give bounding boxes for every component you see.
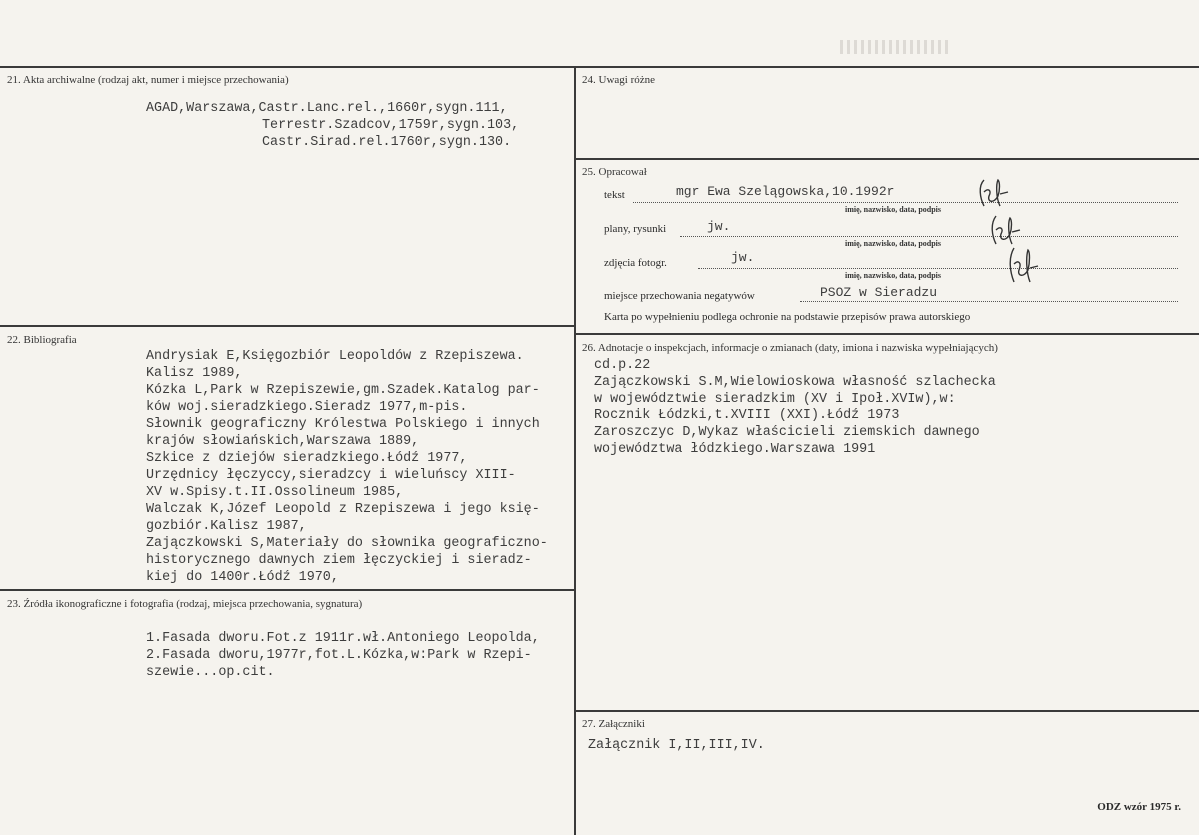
bibliography-line: kiej do 1400r.Łódź 1970, <box>146 570 339 585</box>
section-21-line: Terrestr.Szadcov,1759r,sygn.103, <box>262 118 520 133</box>
miejsce-dotline <box>800 301 1178 302</box>
annotation-line: w województwie sieradzkim (XV i Ipoł.XVIw),w: <box>594 392 956 407</box>
annotation-line: Rocznik Łódzki,t.XVIII (XXI).Łódź 1973 <box>594 408 900 423</box>
section-24-label: 24. Uwagi różne <box>582 74 656 86</box>
zdjecia-dotline <box>698 268 1178 269</box>
signature-zdjecia <box>1004 244 1044 286</box>
section-21-line: AGAD,Warszawa,Castr.Lanc.rel.,1660r,sygn.111, <box>146 101 508 116</box>
section-27-label: 27. Załączniki <box>582 718 645 730</box>
form-version: ODZ wzór 1975 r. <box>1097 801 1181 813</box>
signature-plany <box>986 212 1026 248</box>
bibliography-line: Słownik geograficzny Królestwa Polskiego i innych <box>146 417 540 432</box>
annotation-line: Zajączkowski S.M,Wielowioskowa własność szlachecka <box>594 375 996 390</box>
annotation-line: województwa łódzkiego.Warszawa 1991 <box>594 442 876 457</box>
center-divider <box>574 66 576 835</box>
zdjecia-sublabel: imię, nazwisko, data, podpis <box>845 271 942 280</box>
zdjecia-label: zdjęcia fotogr. <box>604 257 667 269</box>
plany-label: plany, rysunki <box>604 223 667 235</box>
bibliography-line: Kalisz 1989, <box>146 366 243 381</box>
signature-tekst <box>974 176 1014 210</box>
plany-dotline <box>680 236 1178 237</box>
bibliography-line: historycznego dawnych ziem łęczyckiej i sieradz- <box>146 553 532 568</box>
attachments-value: Załącznik I,II,III,IV. <box>588 738 765 753</box>
iconography-line: 1.Fasada dworu.Fot.z 1911r.wł.Antoniego Leopolda, <box>146 631 540 646</box>
section-26-label: 26. Adnotacje o inspekcjach, informacje o zmianach (daty, imiona i nazwiska wypełniających) <box>582 342 998 354</box>
copyright-notice: Karta po wypełnieniu podlega ochronie na podstawie przepisów prawa autorskiego <box>604 311 971 323</box>
bibliography-line: Walczak K,Józef Leopold z Rzepiszewa i jego księ- <box>146 502 540 517</box>
annotation-line: Zaroszczyc D,Wykaz właścicieli ziemskich dawnego <box>594 425 980 440</box>
bibliography-line: Szkice z dziejów sieradzkiego.Łódź 1977, <box>146 451 468 466</box>
plany-sublabel: imię, nazwisko, data, podpis <box>845 239 942 248</box>
bibliography-line: Andrysiak E,Księgozbiór Leopoldów z Rzepiszewa. <box>146 349 524 364</box>
miejsce-label: miejsce przechowania negatywów <box>604 290 755 302</box>
top-rule <box>0 66 1199 68</box>
section-22-label: 22. Bibliografia <box>7 334 77 346</box>
iconography-line: 2.Fasada dworu,1977r,fot.L.Kózka,w:Park w Rzepi- <box>146 648 532 663</box>
tekst-value: mgr Ewa Szelągowska,10.1992r <box>676 184 895 199</box>
rule-21-22 <box>0 325 575 327</box>
bibliography-line: XV w.Spisy.t.II.Ossolineum 1985, <box>146 485 404 500</box>
section-25-label: 25. Opracował <box>582 166 647 178</box>
annotation-line: cd.p.22 <box>594 358 651 373</box>
miejsce-value: PSOZ w Sieradzu <box>820 285 938 300</box>
rule-25-26 <box>575 333 1199 335</box>
tekst-dotline <box>633 202 1178 203</box>
faint-stamp <box>840 40 950 54</box>
rule-24-25 <box>575 158 1199 160</box>
rule-22-23 <box>0 589 575 591</box>
rule-26-27 <box>575 710 1199 712</box>
bibliography-line: Kózka L,Park w Rzepiszewie,gm.Szadek.Katalog par- <box>146 383 540 398</box>
bibliography-line: Zajączkowski S,Materiały do słownika geograficzno- <box>146 536 548 551</box>
plany-value: jw. <box>707 219 731 234</box>
bibliography-line: gozbiór.Kalisz 1987, <box>146 519 307 534</box>
section-23-label: 23. Źródła ikonograficzne i fotografia (rodzaj, miejsca przechowania, sygnatura) <box>7 598 363 610</box>
section-21-line: Castr.Sirad.rel.1760r,sygn.130. <box>262 135 512 150</box>
tekst-label: tekst <box>604 189 625 201</box>
section-21-label: 21. Akta archiwalne (rodzaj akt, numer i miejsce przechowania) <box>7 74 289 86</box>
bibliography-line: Urzędnicy łęczyccy,sieradzcy i wieluńscy XIII- <box>146 468 516 483</box>
zdjecia-value: jw. <box>731 250 755 265</box>
bibliography-line: krajów słowiańskich,Warszawa 1889, <box>146 434 420 449</box>
bibliography-line: ków woj.sieradzkiego.Sieradz 1977,m-pis. <box>146 400 468 415</box>
iconography-line: szewie...op.cit. <box>146 665 275 680</box>
tekst-sublabel: imię, nazwisko, data, podpis <box>845 205 942 214</box>
